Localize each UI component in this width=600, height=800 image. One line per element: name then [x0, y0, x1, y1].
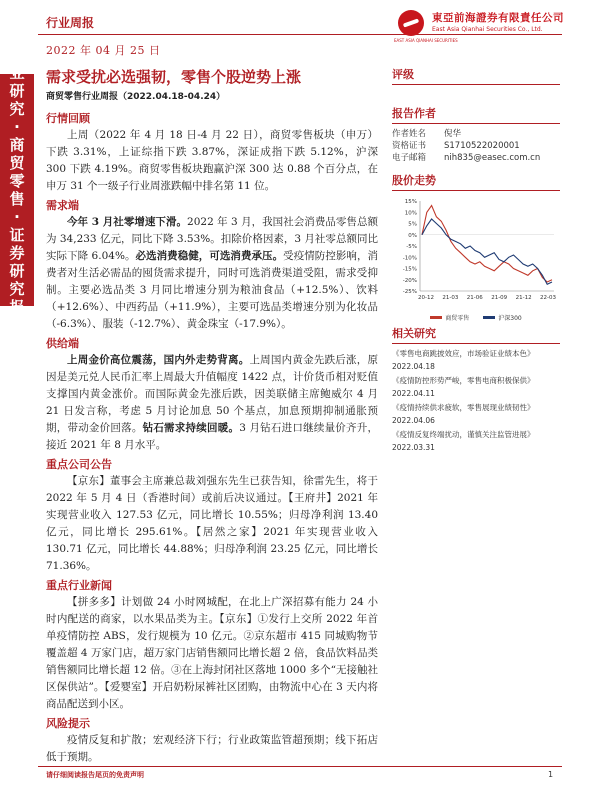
legend-swatch: [430, 316, 442, 319]
y-tick-label: -15%: [402, 266, 417, 273]
band-char: 售: [9, 190, 25, 208]
report-type-band: [0, 46, 34, 334]
author-field-value[interactable]: nih835@easec.com.cn: [444, 153, 541, 163]
paragraph-demand: [46, 214, 378, 333]
legend-label: 沪深300: [498, 315, 522, 322]
author-row: [392, 152, 560, 164]
related-report-title[interactable]: 《疫情防控形势严峻，零售电商积极保供》: [392, 376, 535, 385]
sidebar-heading-trend: 股价走势: [392, 172, 560, 191]
sidebar-heading-authors: 报告作者: [392, 105, 560, 124]
demand-highlight: 今年 3 月社零增速下滑。: [67, 216, 188, 228]
sidebar-heading-related: 相关研究: [392, 325, 560, 344]
company-name-cn: 東亞前海證券有限責任公司: [432, 12, 564, 24]
related-report-date: 2022.03.31: [392, 443, 435, 452]
company-name-en: East Asia Qianhai Securities Co., Ltd.: [432, 26, 543, 33]
author-field-value: 倪华: [444, 129, 462, 139]
x-tick-label: 21-12: [515, 295, 532, 301]
x-tick-label: 21-03: [442, 295, 459, 301]
band-char: 究: [9, 280, 25, 298]
y-tick-label: -25%: [402, 289, 417, 295]
section-heading-supply: 供给端: [46, 337, 79, 350]
y-tick-label: 5%: [408, 221, 417, 228]
y-tick-label: 15%: [404, 199, 417, 205]
related-report-title[interactable]: 《疫情持续供求疲软，零售展现业绩韧性》: [392, 403, 535, 412]
report-title: 需求受扰必选强韧，零售个股逆势上涨: [46, 68, 302, 86]
page-number: 1: [548, 770, 554, 779]
paragraph-review: 上周（2022 年 4 月 18 日-4 月 22 日），商贸零售板块（申万）下跌 3.31%，上证综指下跌 3.87%，深证成指下跌 5.12%，沪深 300 下跌 4.19%。商贸零售板块跑赢沪深 300 达 0.88 个百分点，在申万 31 个一级子行业周涨跌幅中排名第 11 位。: [46, 129, 378, 192]
band-char: 商: [9, 136, 25, 154]
band-char: 告: [9, 316, 25, 334]
band-char: 行: [9, 46, 25, 64]
y-tick-label: 10%: [404, 210, 417, 217]
related-report-date: 2022.04.18: [392, 362, 435, 371]
related-report-date: 2022.04.11: [392, 389, 435, 398]
x-tick-label: 20-12: [418, 295, 434, 301]
chart-legend: [392, 313, 560, 322]
section-heading-review: 行情回顾: [46, 112, 90, 125]
footer-disclaimer: 请仔细阅读报告尾页的免责声明: [46, 771, 144, 779]
supply-text-tail: 3 月钻石进口继续量价齐升，接近 2021 年 8 月水平。: [46, 422, 378, 451]
band-char: 零: [9, 172, 25, 190]
paragraph-news: 【拼多多】计划做 24 小时网城配，在北上广深招募有能力 24 小时内配送的商家，以水果品类为主。【京东】①发行上交所 2022 年首单疫情防控 ABS，发行规模为 10 亿元。②京东超市 415 同城购物节覆盖超 4 万家门店，超万家门店销售额同比增长超 2 倍，食品饮料品类销售额同比增长超 12 倍。③在上海封闭社区落地 1000 多个“无接触社区保供站”。【爱婴室】开启奶粉尿裤社区团购，由物流中心在 3 天内将商品配送到小区。: [46, 596, 378, 710]
logo-subtext: EAST ASIA QIANHAI SECURITIES: [394, 38, 458, 43]
legend-item: [483, 313, 521, 322]
stock-trend-chart: [392, 195, 560, 322]
author-field-label: 作者姓名: [392, 129, 427, 139]
band-char: 贸: [9, 154, 25, 172]
report-subtitle: 商贸零售行业周报（2022.04.18-04.24）: [46, 92, 226, 102]
y-tick-label: -20%: [402, 277, 417, 284]
x-tick-label: 21-09: [491, 295, 508, 301]
paragraph-company: 【京东】董事会主席兼总裁刘强东先生已获告知，徐雷先生，将于 2022 年 5 月 4 日（香港时间）或前后决议通过。【王府井】2021 年实现营业收入 127.53 亿元，同比增长 10.55%；归母净利润 13.40 亿元，同比增长 295.61%。【居然之家】2021 年实现营业收入 130.71 亿元，同比增长 44.88%；归母净利润 23.25 亿元，同比增长 71.36%。: [46, 475, 378, 572]
series-line-1: [422, 219, 552, 284]
sidebar-heading-rating: 评级: [392, 66, 560, 85]
report-date: 2022 年 04 月 25 日: [46, 44, 161, 57]
band-char: ·: [14, 118, 20, 136]
rating-value: [392, 89, 560, 99]
author-field-label: 电子邮箱: [392, 153, 427, 163]
band-char: 研: [9, 262, 25, 280]
related-research-list: [392, 348, 560, 453]
band-char: ·: [14, 208, 20, 226]
series-line-0: [422, 206, 552, 283]
band-char: 业: [9, 64, 25, 82]
band-char: 证: [9, 226, 25, 244]
band-char: 研: [9, 82, 25, 100]
legend-item: [430, 313, 469, 322]
supply-highlight: 上周金价高位震荡，国内外走势背离。: [67, 354, 250, 366]
section-heading-news: 重点行业新闻: [46, 579, 112, 592]
logo-mark-icon: [398, 10, 424, 36]
company-logo: [394, 8, 568, 48]
supply-highlight-2: 钻石需求持续回暖。: [142, 422, 240, 434]
section-heading-risk: 风险提示: [46, 717, 90, 730]
band-char: 究: [9, 100, 25, 118]
band-char: 报: [9, 298, 25, 316]
legend-label: 商贸零售: [445, 315, 470, 322]
author-row: [392, 128, 560, 140]
author-row: [392, 140, 560, 152]
band-char: 券: [9, 244, 25, 262]
related-report-title[interactable]: 《零售电商跳披效应，市场验证业绩本色》: [392, 349, 535, 358]
sidebar: [392, 66, 560, 456]
x-tick-label: 21-06: [466, 295, 483, 301]
related-report-title[interactable]: 《疫情反复终端扰动，谨慎关注监管进展》: [392, 430, 535, 439]
stock-trend-svg: [392, 195, 560, 307]
y-tick-label: -5%: [406, 244, 417, 250]
author-info: [392, 128, 560, 164]
section-heading-demand: 需求端: [46, 199, 79, 212]
x-tick-label: 22-03: [540, 295, 556, 301]
demand-highlight-2: 必选消费稳健，可选消费承压。: [135, 250, 284, 262]
supply-text: 上周国内黄金先跌后涨，原因是美元兑人民币汇率上周最大升值幅度 1422 点，计价货币相对贬值支撑国内黄金涨价。而国际黄金先涨后跌，因美联储主席鲍威尔 4 月 21 日发言称，考虑 5 月讨论加息 50 个基点，加息预期抑制通胀预期，带动金价回落。: [46, 354, 379, 434]
paragraph-supply: [46, 352, 378, 454]
y-tick-label: 0%: [408, 232, 417, 239]
author-field-label: 资格证书: [392, 141, 427, 151]
y-tick-label: -10%: [402, 255, 417, 262]
demand-text: 2022 年 3 月，我国社会消费品零售总额为 34,233 亿元，同比下降 3.53%。扣除价格因素，3 月社零总额同比实际下降 6.04%。: [46, 216, 378, 262]
legend-swatch: [483, 316, 495, 319]
demand-text-tail: 受疫情防控影响，消费者对生活必需品的囤货需求提升，同时可选消费渠道受阻，需求受抑制。主要必选品类 3 月同比增速分别为粮油食品（+12.5%）、饮料（+12.6%）、中西药品（+11.9%），主要可选品类增速分别为化妆品（-6.3%）、服装（-12.7%）、黄金珠宝（-17.9%）。: [46, 250, 379, 330]
author-field-value: S1710522020001: [444, 141, 520, 151]
report-category: 行业周报: [46, 16, 95, 30]
footer-rule: [38, 766, 562, 767]
section-heading-company: 重点公司公告: [46, 458, 112, 471]
paragraph-risk: 疫情反复和扩散；宏观经济下行；行业政策监管超预期；线下拓店低于预期。: [46, 734, 378, 763]
main-content: [46, 110, 378, 766]
related-report-date: 2022.04.06: [392, 416, 435, 425]
